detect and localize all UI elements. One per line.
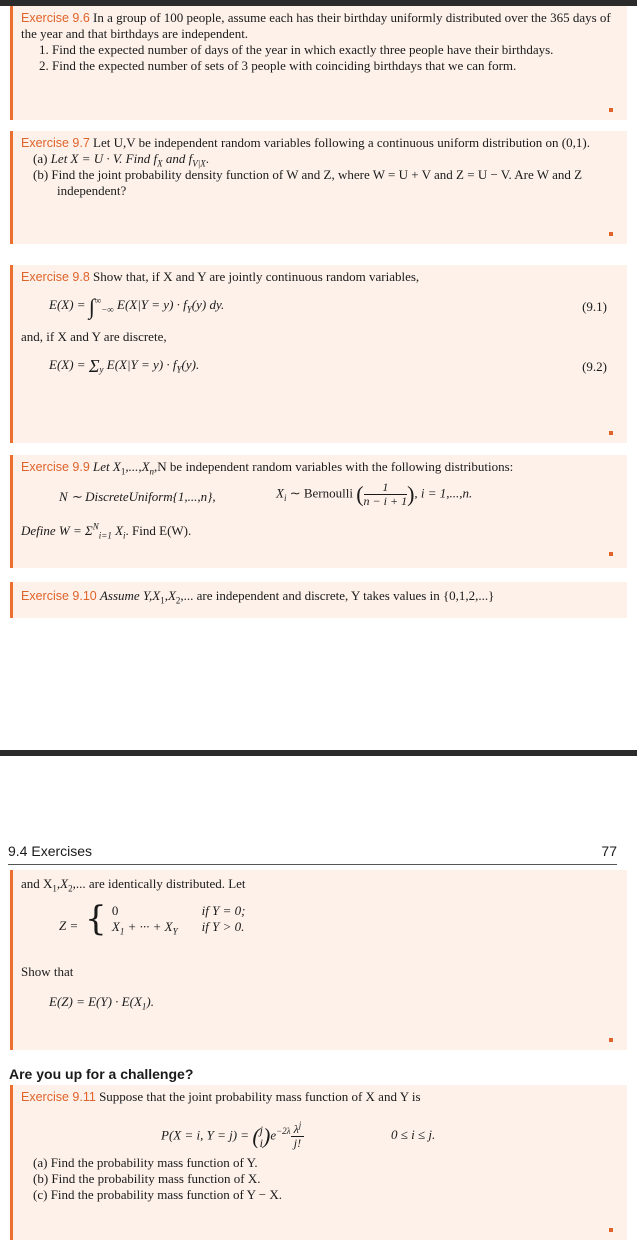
bernoulli-fraction: $\frac{1}{n - i + 1}$ <box>363 480 408 508</box>
qed-marker <box>609 431 613 435</box>
exercise-9-9 <box>10 455 627 568</box>
exercise-9-11-text: Suppose that the joint probability mass function of X and Y is <box>99 1089 421 1104</box>
exercise-9-11-item-b: (b) Find the probability mass function of X. <box>33 1171 261 1186</box>
exercise-9-11-intro <box>21 1089 617 1105</box>
binomial: j i <box>259 1122 263 1150</box>
exercise-9-10: Exercise 9.10 Assume $Y,X_1,X_2$,... are independent and discrete, Y takes values in {0,1,2,...} <box>10 582 627 618</box>
header-rule <box>8 864 617 865</box>
exercise-9-6-text: In a group of 100 people, assume each has their birthday uniformly distributed over the 365 days of the year and that birthdays are independent. <box>21 10 611 41</box>
equation-9-1-number: (9.1) <box>582 299 607 314</box>
exercise-9-6-item-1: 1. Find the expected number of days of the year in which exactly three people have their birthdays. <box>39 42 554 57</box>
qed-marker <box>609 108 613 112</box>
exercise-9-11-heading: Exercise 9.11 <box>21 1090 96 1104</box>
qed-marker <box>609 552 613 556</box>
z-definition: Z = { 0 if Y = 0; $X_1$ + ··· + $X_Y$ if Y > 0. <box>21 902 617 952</box>
exercise-9-6-intro <box>21 10 617 42</box>
exercise-9-6-item-2: 2. Find the expected number of sets of 3 people with coinciding birthdays that we can form. <box>39 58 517 73</box>
integral-sign: ∫ <box>88 294 95 319</box>
exercise-9-6-heading: Exercise 9.6 <box>21 11 90 25</box>
exercise-9-8 <box>10 265 627 443</box>
exercise-9-8-heading: Exercise 9.8 <box>21 270 90 284</box>
result-equation: $E(Z) = E(Y) \cdot E(X_1)$. <box>49 994 154 1012</box>
exercise-9-7-intro <box>21 135 617 151</box>
exercise-9-9-define: Define $W = \Sigma^N_{i=1}$ $X_i$. Find E(W). <box>21 521 192 541</box>
equation-9-2: $E(X) = \Sigma_y$ $E(X|Y = y) \cdot f_Y(y)$. (9.2) <box>49 356 607 376</box>
page-header <box>8 843 617 859</box>
exercise-9-10-heading: Exercise 9.10 <box>21 589 97 603</box>
exercise-9-8-intro <box>21 269 617 285</box>
pmf-equation: P(X = i, Y = j) = ( j i )$e^{-2\lambda}$ $\frac{\lambda^j}{j!}$ 0 ≤ i ≤ j. <box>161 1120 436 1150</box>
show-that: Show that <box>21 964 74 979</box>
exercise-9-6 <box>10 6 627 120</box>
exercise-9-10-line: and $X_1,X_2$,... are identically distributed. Let <box>21 876 246 894</box>
exercise-9-7-heading: Exercise 9.7 <box>21 136 90 150</box>
exercise-9-11 <box>10 1085 627 1240</box>
exercise-9-9-heading: Exercise 9.9 <box>21 460 90 474</box>
sum-sign: Σ <box>88 356 100 376</box>
exercise-9-11-item-c: (c) Find the probability mass function of Y − X. <box>33 1187 283 1202</box>
cases-brace: { <box>85 899 107 939</box>
exercise-9-7 <box>10 131 627 244</box>
qed-marker <box>609 1038 613 1042</box>
exercise-9-7-part-b: (b) Find the joint probability density function of W and Z, where W = U + V and Z = U − V. Are W and Z independent? <box>33 167 583 198</box>
exercise-9-10-continued <box>10 870 627 1050</box>
exercise-9-8-text: Show that, if X and Y are jointly continuous random variables, <box>93 269 420 284</box>
exercise-9-7-text: Let U,V be independent random variables following a continuous uniform distribution on (0,1). <box>93 135 590 150</box>
qed-marker <box>609 232 613 236</box>
exercise-9-11-item-a: (a) Find the probability mass function of Y. <box>33 1155 258 1170</box>
cases-table: 0 if Y = 0; $X_1$ + ··· + $X_Y$ if Y > 0. <box>111 903 246 937</box>
equation-9-2-number: (9.2) <box>582 359 607 374</box>
challenge-heading: Are you up for a challenge? <box>9 1066 194 1082</box>
exercise-9-8-mid: and, if X and Y are discrete, <box>21 329 167 344</box>
exercise-9-9-intro: Exercise 9.9 Let $X_1,...,X_n,N$ be independent random variables with the following distributions: <box>21 459 514 477</box>
qed-marker <box>609 1228 613 1232</box>
equation-9-1: $E(X) = \int^\infty_{-\infty}$ $E(X|Y = y) \cdot f_Y(y)$ dy. (9.1) <box>49 294 607 319</box>
exercise-9-7-part-a: (a) Let X = U · V. Find $f_X$ and $f_{V|X}$. <box>33 151 209 169</box>
page-separator <box>0 750 637 756</box>
page-number: 77 <box>601 843 617 859</box>
section-title: 9.4 Exercises <box>8 843 93 859</box>
exercise-9-9-distributions: N ∼ DiscreteUniform{1,...,n}, $X_i$ ∼ Bernoulli ( $\frac{1}{n - i + 1}$ ), i = 1,...,n. <box>59 480 473 508</box>
lambda-fraction: $\frac{\lambda^j}{j!}$ <box>291 1123 305 1150</box>
